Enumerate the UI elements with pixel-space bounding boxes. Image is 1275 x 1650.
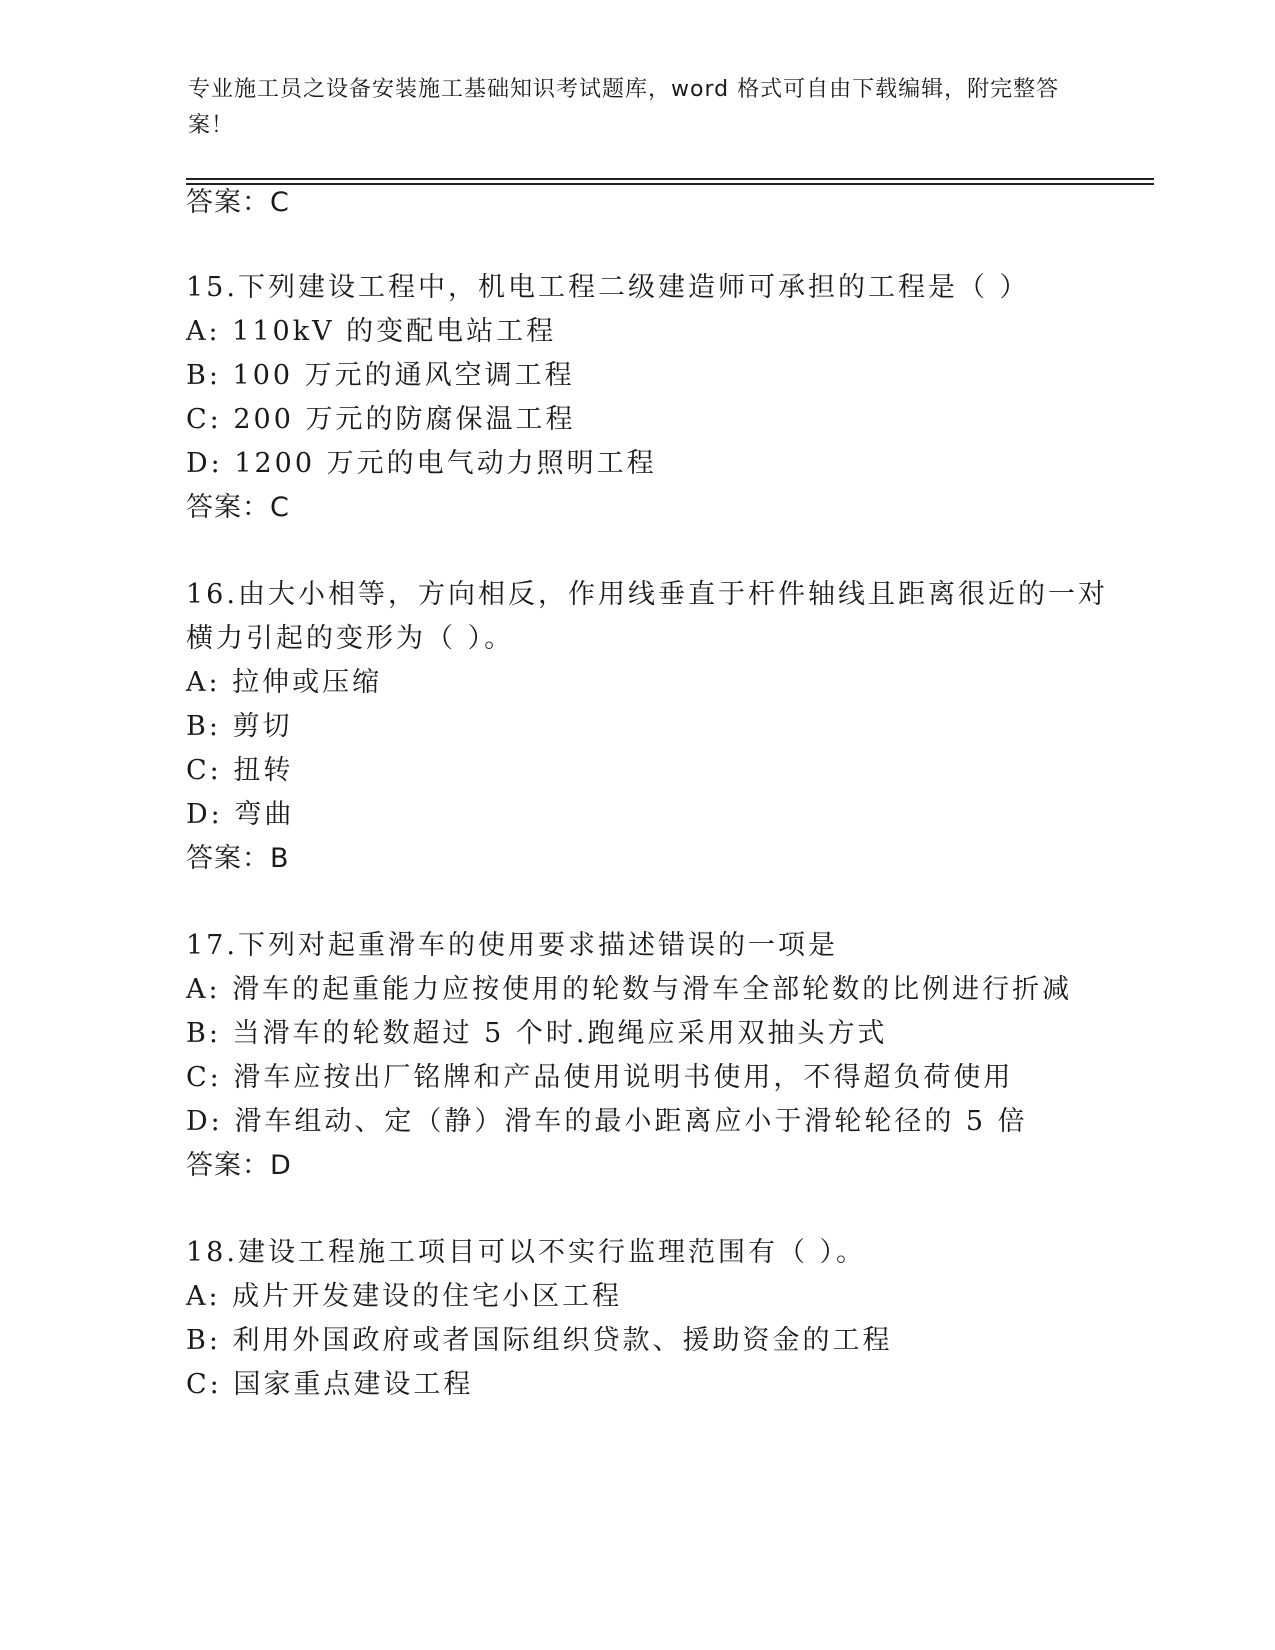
question-18-option-a: A: 成片开发建设的住宅小区工程 (186, 1281, 623, 1312)
page-header: 专业施工员之设备安装施工基础知识考试题库，word 格式可自由下载编辑，附完整答案！ (188, 77, 1060, 138)
question-16-stem-line-1: 16.由大小相等，方向相反，作用线垂直于杆件轴线且距离很近的一对 (186, 579, 1108, 610)
question-17-stem: 17.下列对起重滑车的使用要求描述错误的一项是 (186, 930, 838, 961)
question-15-answer: 答案：C (186, 492, 290, 523)
question-18-option-c: C: 国家重点建设工程 (186, 1369, 474, 1400)
question-16-stem-line-2: 横力引起的变形为（ ）。 (186, 623, 515, 654)
question-18-option-b: B: 利用外国政府或者国际组织贷款、援助资金的工程 (186, 1325, 893, 1356)
question-16-option-a: A: 拉伸或压缩 (186, 667, 383, 698)
question-15-stem: 15.下列建设工程中，机电工程二级建造师可承担的工程是（ ） (186, 272, 1030, 303)
question-15-option-b: B: 100 万元的通风空调工程 (186, 360, 575, 391)
header-divider-bottom (186, 183, 1154, 185)
question-16-option-b: B: 剪切 (186, 711, 293, 742)
question-18-stem: 18.建设工程施工项目可以不实行监理范围有（ ）。 (186, 1237, 867, 1268)
question-17-option-c: C: 滑车应按出厂铭牌和产品使用说明书使用，不得超负荷使用 (186, 1062, 1014, 1093)
question-16-option-c: C: 扭转 (186, 755, 294, 786)
question-15-option-d: D: 1200 万元的电气动力照明工程 (186, 448, 657, 479)
question-15-option-a: A: 110kV 的变配电站工程 (186, 316, 557, 347)
question-17-option-d: D: 滑车组动、定（静）滑车的最小距离应小于滑轮轮径的 5 倍 (186, 1106, 1028, 1137)
question-16-answer: 答案：B (186, 843, 290, 874)
previous-answer: 答案：C (186, 187, 290, 218)
question-17-option-b: B: 当滑车的轮数超过 5 个时.跑绳应采用双抽头方式 (186, 1018, 888, 1049)
question-17-option-a: A: 滑车的起重能力应按使用的轮数与滑车全部轮数的比例进行折减 (186, 974, 1073, 1005)
question-15-option-c: C: 200 万元的防腐保温工程 (186, 404, 576, 435)
header-divider-top (186, 178, 1154, 180)
question-16-option-d: D: 弯曲 (186, 799, 295, 830)
question-17-answer: 答案：D (186, 1150, 292, 1181)
